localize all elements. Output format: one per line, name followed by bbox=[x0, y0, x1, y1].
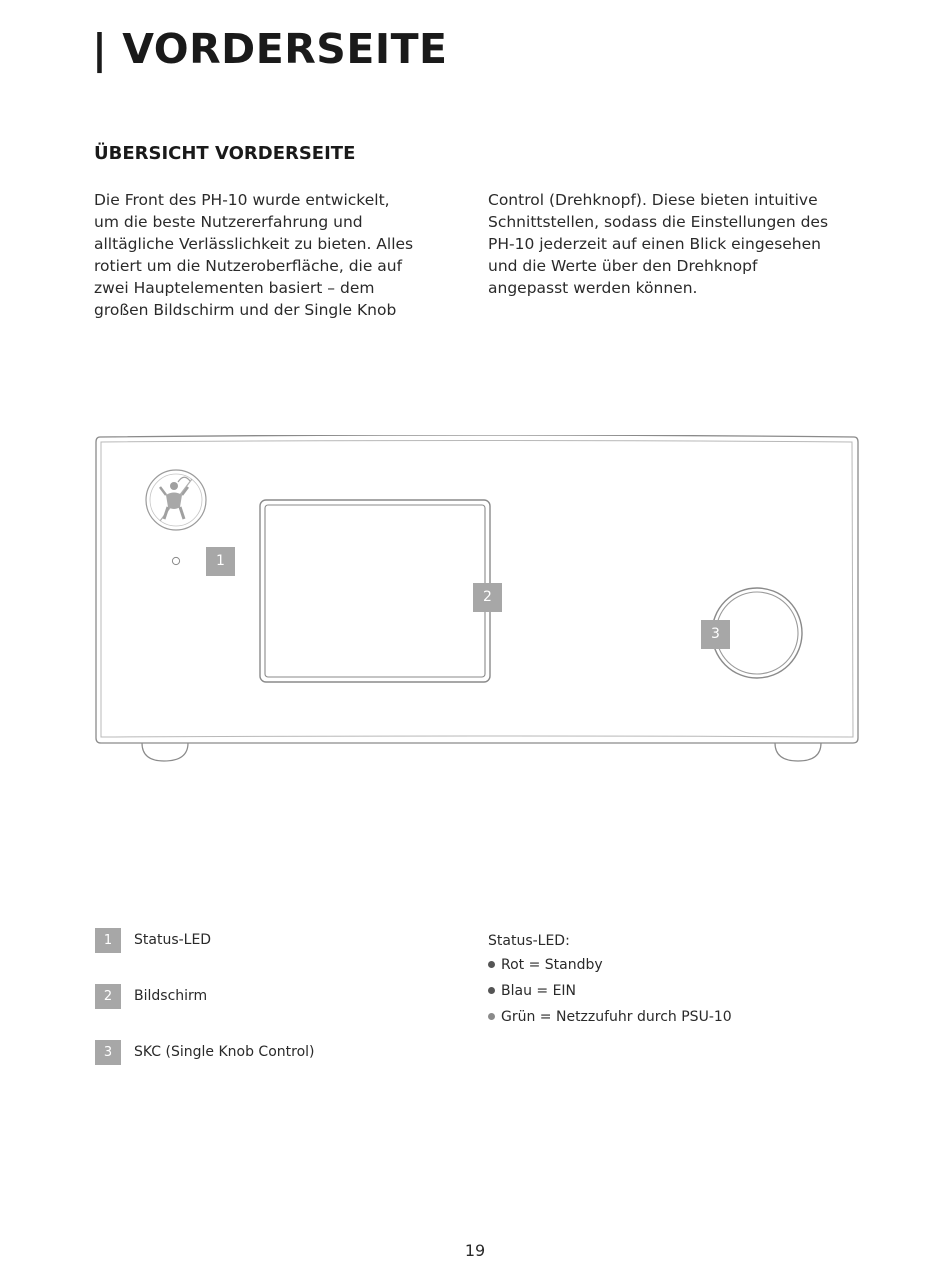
display-screen bbox=[260, 500, 490, 682]
intro-paragraph-right bbox=[488, 189, 868, 299]
callout-status-led: 1 bbox=[206, 547, 235, 576]
logo-emblem bbox=[146, 470, 206, 530]
status-led bbox=[172, 557, 179, 564]
intro-line: angepasst werden können. bbox=[488, 279, 698, 297]
callout-knob: 3 bbox=[701, 620, 730, 649]
intro-line: großen Bildschirm und der Single Knob bbox=[94, 301, 397, 319]
intro-paragraph-left bbox=[94, 189, 454, 321]
legend-label: Status-LED bbox=[134, 932, 212, 948]
intro-line: zwei Hauptelementen basiert – dem bbox=[94, 279, 375, 297]
intro-line: Die Front des PH-10 wurde entwickelt, bbox=[94, 191, 390, 209]
device-foot-left bbox=[142, 743, 188, 761]
page-number: 19 bbox=[464, 1241, 486, 1260]
intro-line: alltägliche Verlässlichkeit zu bieten. Alles bbox=[94, 235, 414, 253]
intro-line: und die Werte über den Drehknopf bbox=[488, 257, 758, 275]
intro-line: PH-10 jederzeit auf einen Blick eingesehen bbox=[488, 235, 821, 253]
led-state-item bbox=[488, 1004, 732, 1030]
led-state-label: Blau = EIN bbox=[501, 983, 577, 999]
led-state-label: Rot = Standby bbox=[501, 957, 603, 973]
status-led-title: Status-LED: bbox=[488, 933, 570, 949]
led-state-item bbox=[488, 952, 732, 978]
intro-line: Schnittstellen, sodass die Einstellungen des bbox=[488, 213, 829, 231]
led-state-label: Grün = Netzzufuhr durch PSU-10 bbox=[501, 1009, 732, 1025]
bullet-icon bbox=[488, 987, 495, 994]
legend-number: 1 bbox=[95, 928, 121, 953]
bullet-icon bbox=[488, 961, 495, 968]
legend-number: 3 bbox=[95, 1040, 121, 1065]
device-foot-right bbox=[775, 743, 821, 761]
intro-line: Control (Drehknopf). Diese bieten intuitive bbox=[488, 191, 818, 209]
intro-line: um die beste Nutzererfahrung und bbox=[94, 213, 363, 231]
section-title: ÜBERSICHT VORDERSEITE bbox=[94, 143, 356, 164]
callout-display: 2 bbox=[473, 583, 502, 612]
legend-number: 2 bbox=[95, 984, 121, 1009]
legend-label: SKC (Single Knob Control) bbox=[134, 1044, 315, 1060]
legend-label: Bildschirm bbox=[134, 988, 208, 1004]
intro-line: rotiert um die Nutzeroberfläche, die auf bbox=[94, 257, 403, 275]
page-heading: | VORDERSEITE bbox=[92, 25, 448, 73]
bullet-icon bbox=[488, 1013, 495, 1020]
led-state-item bbox=[488, 978, 732, 1004]
status-led-info bbox=[488, 930, 732, 1030]
